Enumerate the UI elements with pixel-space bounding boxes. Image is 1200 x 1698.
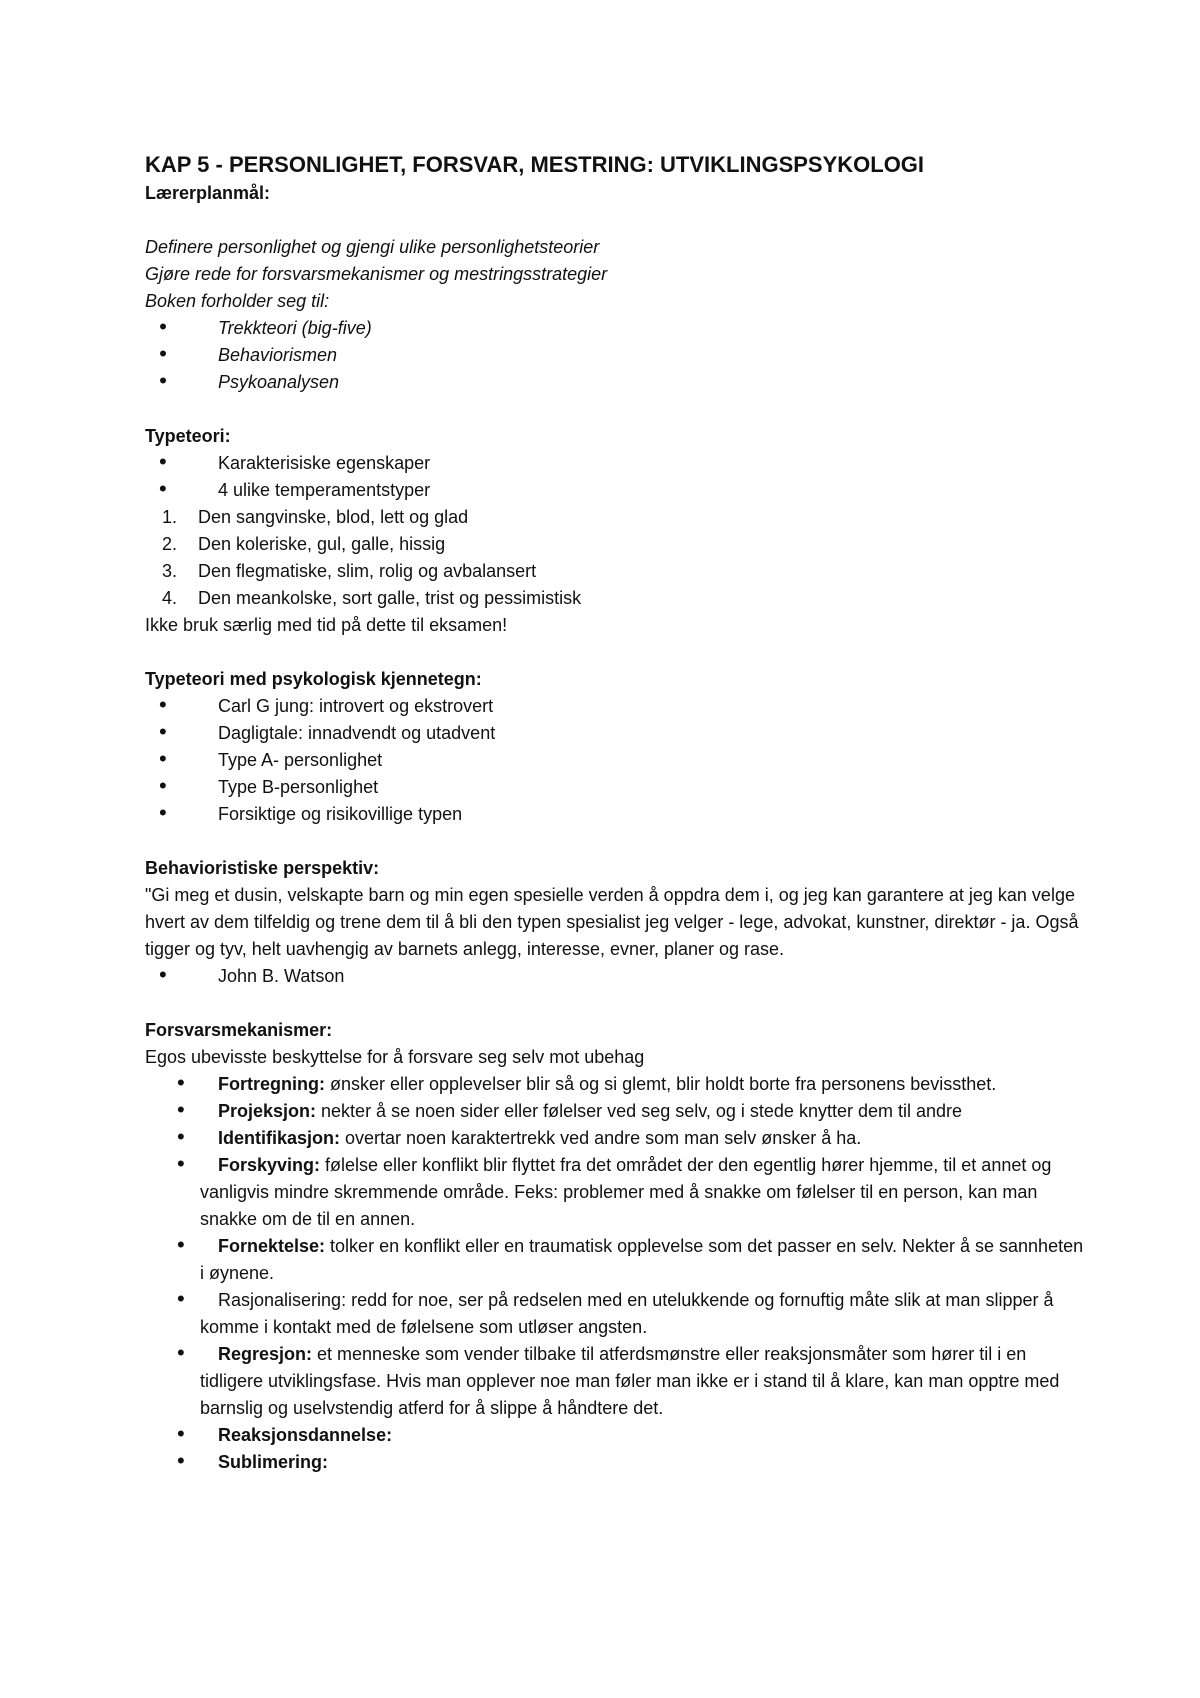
list-text: Den koleriske, gul, galle, hissig <box>198 534 446 554</box>
list-item <box>145 1098 1085 1125</box>
forsvar-intro: Egos ubevisste beskyttelse for å forsvare seg selv mot ubehag <box>145 1047 645 1067</box>
spacer <box>145 990 1085 1017</box>
list-number: 1. <box>162 507 178 527</box>
typeteori-heading: Typeteori: <box>145 426 231 446</box>
list-item: • Trekkteori (big-five) <box>145 315 1085 342</box>
laereplan-line: Boken forholder seg til: <box>145 291 330 311</box>
list-item <box>145 531 1085 558</box>
list-text: Den flegmatiske, slim, rolig og avbalansert <box>198 561 537 581</box>
list-item: • Dagligtale: innadvendt og utadvent <box>145 720 1085 747</box>
list-item <box>145 1233 1085 1287</box>
list-item <box>145 1125 1085 1152</box>
term-description: nekter å se noen sider eller følelser ved seg selv, og i stede knytter dem til andre <box>316 1101 963 1121</box>
typeteori-psyk-bullet-list <box>145 693 1085 828</box>
term: Identifikasjon: <box>218 1128 341 1148</box>
list-text: Den meankolske, sort galle, trist og pessimistisk <box>198 588 582 608</box>
document-page <box>145 150 1085 1476</box>
list-item <box>145 1449 1085 1476</box>
behaviorisme-bullet-list <box>145 963 1085 990</box>
list-item: • Behaviorismen <box>145 342 1085 369</box>
document-title: KAP 5 - PERSONLIGHET, FORSVAR, MESTRING: UTVIKLINGSPSYKOLOGI <box>145 152 925 177</box>
list-item <box>145 1422 1085 1449</box>
term: Reaksjonsdannelse: <box>218 1425 393 1445</box>
term-description: overtar noen karaktertrekk ved andre som man selv ønsker å ha. <box>340 1128 862 1148</box>
list-item <box>145 1071 1085 1098</box>
list-item <box>145 558 1085 585</box>
watson-quote: "Gi meg et dusin, velskapte barn og min egen spesielle verden å oppdra dem i, og jeg kan garantere at jeg kan velge hvert av dem tilfeldig og trene dem til å bli den typen spesialist jeg velger - lege, advokat, kunstner, direktør - ja. Også tigger og tyv, helt uavhengig av barnets anlegg, interesse, evner, planer og rase. <box>145 885 1079 959</box>
laereplan-line: Definere personlighet og gjengi ulike personlighetsteorier <box>145 237 600 257</box>
term: Forskyving: <box>218 1155 321 1175</box>
behaviorisme-heading: Behavioristiske perspektiv: <box>145 858 380 878</box>
spacer <box>145 639 1085 666</box>
list-item: • Psykoanalysen <box>145 369 1085 396</box>
typeteori-psyk-heading: Typeteori med psykologisk kjennetegn: <box>145 669 482 689</box>
spacer <box>145 207 1085 234</box>
list-item: • Type A- personlighet <box>145 747 1085 774</box>
list-item: • Carl G jung: introvert og ekstrovert <box>145 693 1085 720</box>
laereplan-line: Gjøre rede for forsvarsmekanismer og mestringsstrategier <box>145 264 608 284</box>
list-number: 3. <box>162 561 178 581</box>
typeteori-bullet-list <box>145 450 1085 504</box>
list-item: • Forsiktige og risikovillige typen <box>145 801 1085 828</box>
list-item: • Karakterisiske egenskaper <box>145 450 1085 477</box>
list-number: 2. <box>162 534 178 554</box>
list-text: Den sangvinske, blod, lett og glad <box>198 507 469 527</box>
forsvar-heading: Forsvarsmekanismer: <box>145 1020 333 1040</box>
spacer <box>145 396 1085 423</box>
forsvar-list <box>145 1071 1085 1476</box>
list-item <box>145 1287 1085 1341</box>
term-description: følelse eller konflikt blir flyttet fra det området der den egentlig hører hjemme, til et annet og vanligvis mindre skremmende område. Feks: problemer med å snakke om følelser til en person, kan man snakke om de til en annen. <box>200 1155 1052 1229</box>
term: Projeksjon: <box>218 1101 317 1121</box>
list-item <box>145 1152 1085 1233</box>
term: Fornektelse: <box>218 1236 326 1256</box>
list-item <box>145 1341 1085 1422</box>
term-description: et menneske som vender tilbake til atferdsmønstre eller reaksjonsmåter som hører til i en tidligere utviklingsfase. Hvis man opplever noe man føler man ikke er i stand til å klare, kan man opptre med barnslig og uselvstendig atferd for å slippe å håndtere det. <box>200 1344 1060 1418</box>
list-item: • 4 ulike temperamentstyper <box>145 477 1085 504</box>
term: Regresjon: <box>218 1344 313 1364</box>
laereplan-heading: Lærerplanmål: <box>145 183 271 203</box>
term-description: ønsker eller opplevelser blir så og si glemt, blir holdt borte fra personens bevissthet. <box>324 1074 997 1094</box>
laereplan-bullet-list <box>145 315 1085 396</box>
term-description: tolker en konflikt eller en traumatisk opplevelse som det passer en selv. Nekter å se sannheten i øynene. <box>200 1236 1084 1283</box>
term: Fortregning: <box>218 1074 325 1094</box>
term: Rasjonalisering: <box>218 1290 347 1310</box>
list-number: 4. <box>162 588 178 608</box>
term: Sublimering: <box>218 1452 329 1472</box>
temperament-numbered-list <box>145 504 1085 612</box>
list-item <box>145 585 1085 612</box>
spacer <box>145 828 1085 855</box>
term-description: redd for noe, ser på redselen med en utelukkende og fornuftig måte slik at man slipper å komme i kontakt med de følelsene som utløser angsten. <box>200 1290 1054 1337</box>
typeteori-note: Ikke bruk særlig med tid på dette til eksamen! <box>145 615 508 635</box>
list-item: • Type B-personlighet <box>145 774 1085 801</box>
list-item <box>145 504 1085 531</box>
list-item: • John B. Watson <box>145 963 1085 990</box>
